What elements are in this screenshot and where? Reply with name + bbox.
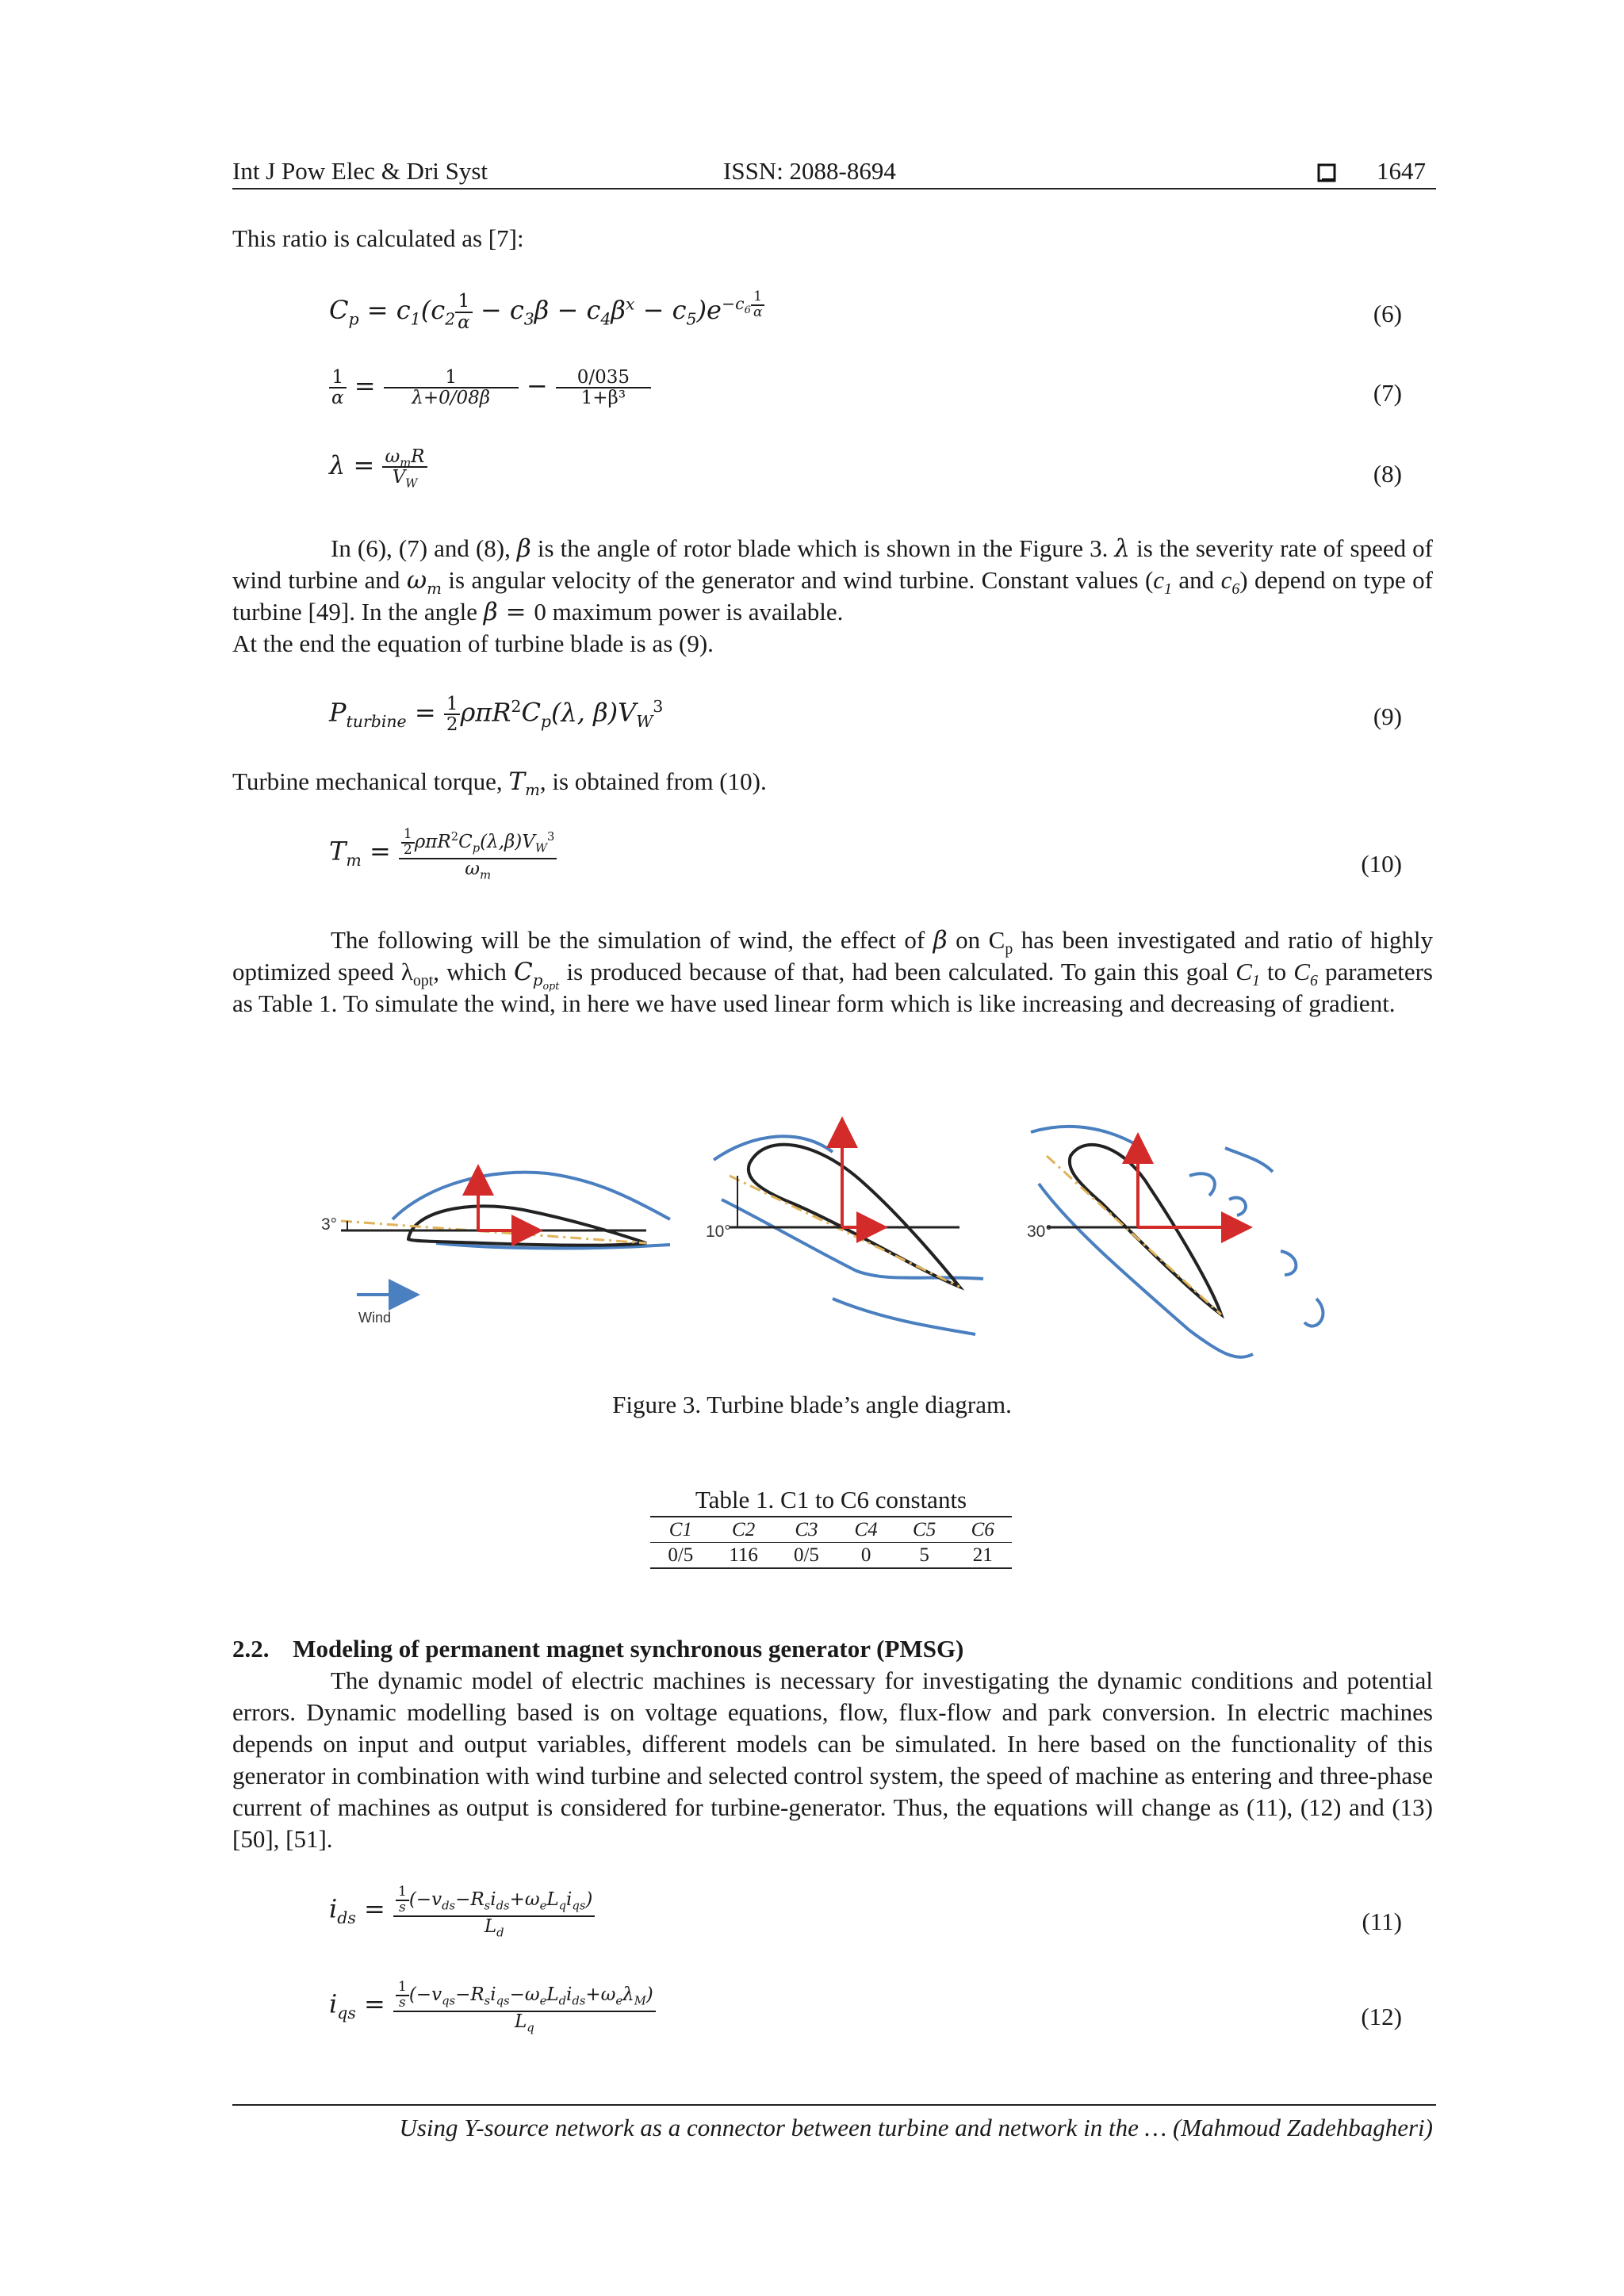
footer-text: Using Y-source network as a connector between turbine and network in the … (Mahmoud Zadehbagheri) [399,2114,1433,2141]
table-header-cell: C3 [795,1519,818,1540]
table-header-cell: C6 [971,1519,994,1540]
equation-number: (8) [1373,460,1402,488]
equation-8: λ = $\frac{\omega_mR}{V_W}$ (8) [329,446,1402,491]
table-cell: 5 [919,1544,929,1566]
table-header-cell: C1 [668,1519,692,1540]
paragraph-torque: Turbine mechanical torque, $T_m$, is obtained from (10). [232,767,767,800]
equation-11: $i_{ds}$ = $\frac{1}{s}$ $(-v_{ds}-R_si_{ds}+\omega_eL_qi_{qs})$ $L_d$ (11) [329,1884,1402,1940]
equation-number: (9) [1373,702,1402,730]
section-number: 2.2. [232,1635,270,1663]
equation-6: $C_p = c_1(c_2$ $\frac{1}{\alpha}$ − $c_3\beta - c_4\beta^x - c_5)e^{-c_6 \frac{1}{\alpha}}$ (6) [329,289,1402,333]
table-header-cell: C2 [732,1519,756,1540]
section-title: Modeling of permanent magnet synchronous generator (PMSG) [293,1635,964,1663]
equation-9: $P_{turbine}$ = $\frac{1}{2}$ $\rho\pi R^2C_p(\lambda$, $\beta)V_W^3$ (9) [329,694,1402,736]
blade-30-deg [1031,1127,1323,1357]
angle-label-10: 10° [706,1223,731,1241]
equation-7: $\frac{1}{\alpha}$ = $\frac{1}{\lambda+0/08\beta}$ − $\frac{0/035}{\text{1+β³}}$ (7) [329,363,1402,434]
journal-name: Int J Pow Elec & Dri Syst [232,157,488,185]
figure-caption: Figure 3. Turbine blade’s angle diagram. [612,1391,1012,1418]
equation-10: $T_m$ = $\frac{1}{2}$ $\rho\pi R^2C_p(\lambda,\beta)V_W^3$ $\omega_m$ (10) [329,826,1402,882]
equation-number: (7) [1373,379,1402,407]
equation-number: (11) [1362,1908,1402,1935]
table-caption: Table 1. C1 to C6 constants [695,1486,967,1513]
table-cell: 116 [729,1544,758,1566]
table-cell: 0/5 [668,1544,694,1566]
table-cell: 0 [860,1544,871,1566]
constants-table [650,1516,1012,1569]
table-cell: 0/5 [793,1544,819,1566]
table-header-cell: C4 [854,1519,878,1540]
equation-number: (12) [1361,2003,1402,2030]
header-rule [232,188,1436,189]
section-heading [232,1633,963,1665]
issn: ISSN: 2088-8694 [723,157,896,185]
angle-label-30: 30° [1027,1223,1052,1241]
paragraph-turbine-blade: At the end the equation of turbine blade is as (9). [232,629,714,657]
paragraph-pmsg: The dynamic model of electric machines is necessary for investigating the dynamic conditions and potential errors. Dynamic modelling based is on voltage equations, flow, flux-flow and park conversion. In electric machines depends on input and output variables, different models can be simulated. In here based on the functionality of this generator in combination with wind turbine and selected control system, the speed of machine as entering and three-phase current of machines as output is considered for turbine-generator. Thus, the equations will change as (11), (12) and (13) [50], [51]. [232,1667,1433,1853]
wind-label: Wind [358,1310,392,1326]
paragraph-angles: In (6), (7) and (8), β is the angle of rotor blade which is shown in the Figure 3. λ is the severity rate of speed of wind turbine and $\omega_m$ is angular velocity of the generator and wind turbine. Constant values ($c_1$ and $c_6$) depend on type of turbine [49]. In the angle β = 0 maximum power is available. [232,534,1433,626]
equation-number: (6) [1373,300,1402,327]
footer-rule [232,2104,1436,2106]
blade-3-deg [341,1173,670,1295]
square-box-icon [1317,159,1336,178]
blade-angle-figure [309,1116,1364,1378]
equation-12: $i_{qs}$ = $\frac{1}{s}$ $(-v_{qs}-R_si_{qs}-\omega_eL_di_{ds}+\omega_e\lambda_M)$ $L_q$ (12) [329,1979,1402,2035]
blade-10-deg [714,1132,983,1334]
paragraph-simulation: The following will be the simulation of wind, the effect of β on $C_p$ has been investigated and ratio of highly optimized speed $\lambda_{opt}$, which $C_{p_{opt}}$ is produced because of that, had been calculated. To gain this goal $C_1$ to $C_6$ parameters as Table 1. To simulate the wind, in here we have used linear form which is like increasing and decreasing of gradient. [232,926,1433,1017]
table-header-cell: C5 [913,1519,936,1540]
page-number: 1647 [1377,157,1426,185]
angle-label-3: 3° [321,1215,338,1234]
intro-text: This ratio is calculated as [7]: [232,224,524,252]
equation-number: (10) [1361,850,1402,878]
table-cell: 21 [972,1544,993,1566]
table-row [650,1543,1012,1569]
